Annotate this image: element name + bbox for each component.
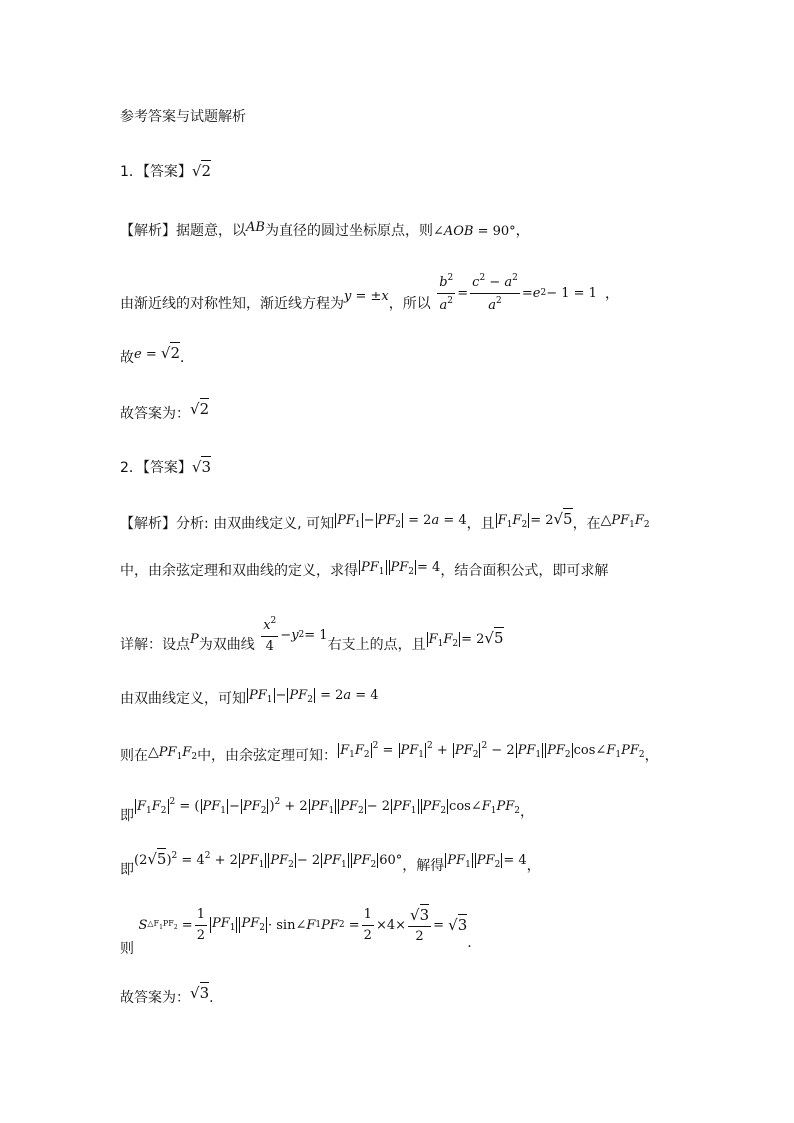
q1-conclusion: 故e = √2． — [120, 344, 194, 366]
q1-analysis-label: 【解析】 — [120, 223, 176, 239]
q1-final: 故答案为：√2 — [120, 400, 210, 422]
q1-analysis: 【解析】据题意，以AB为直径的圆过坐标原点，则∠AOB = 90°， — [120, 220, 530, 239]
q2-analysis-2: 中，由余弦定理和双曲线的定义，求得 $PF_1$ $PF_2 = 4$，结合面积公式，即可求解 — [120, 560, 609, 579]
q2-area: 则 S $\triangle F_1PF_2$ = $\frac{1}{2}$ $PF_1$ $PF_2$ · sin ∠F 1 PF 2 = $\frac{1}{2}$ ×4× $\frac{√3}{2}$ = √3 . — [120, 906, 472, 957]
q2-cosine-rule: 则在$\triangle PF_1F_2$中，由余弦定理可知： $F_1F_2^2 = PF_1^2 + PF_2^2 - 2$ $PF_1$ $PF_2$ $\cos\angle F_1PF_2$， — [120, 741, 659, 764]
q1-asymptote: 由渐近线的对称性知，渐近线方程为y = ±x，所以 $\frac{b^2}{a^2}$ = $\frac{c^2 - a^2}{a^2}$ = e 2 − 1 = 1 ， — [120, 273, 619, 313]
q2-analysis: 【解析】分析: 由双曲线定义, 可知 $PF_1 - PF_2 = 2a = 4$，且 $F_1F_2 = 2√5$，在$\triangle PF_1F_2$ — [120, 510, 650, 532]
q2-final: 故答案为：√3. — [120, 984, 214, 1006]
page-title: 参考答案与试题解析 — [120, 109, 246, 125]
q1-answer-label: 1．【答案】 — [120, 164, 192, 180]
q2-answer-label: 2．【答案】 — [120, 460, 192, 476]
q2-analysis-label: 【解析】 — [120, 516, 176, 532]
q2-detail: 详解：设点P为双曲线 $\frac{x^2}{4}$ − y 2 = 1 右支上的点，且 $F_1F_2 = 2√5$ — [120, 616, 504, 654]
q2-expand-1: 即$F_1F_2^2$ = ( $PF_1 - PF_2$ )$^2$ + 2 $PF_1$ $PF_2 - 2$ $PF_1$ $PF_2$ $\cos\angle F_1PF_2$， — [120, 797, 534, 824]
q2-expand-2: 即$(2√5)^2 = 4^2 + 2$ $PF_1$ $PF_2 - 2$ $PF_1$ $PF_2$ 60°，解得 $PF_1$ $PF_2 = 4$， — [120, 850, 541, 878]
q2-definition: 由双曲线定义，可知 $PF_1 - PF_2 = 2a = 4$ — [120, 688, 379, 707]
q2-answer: 2．【答案】√3 — [120, 458, 212, 476]
q1-answer: 1．【答案】√2 — [120, 162, 212, 180]
